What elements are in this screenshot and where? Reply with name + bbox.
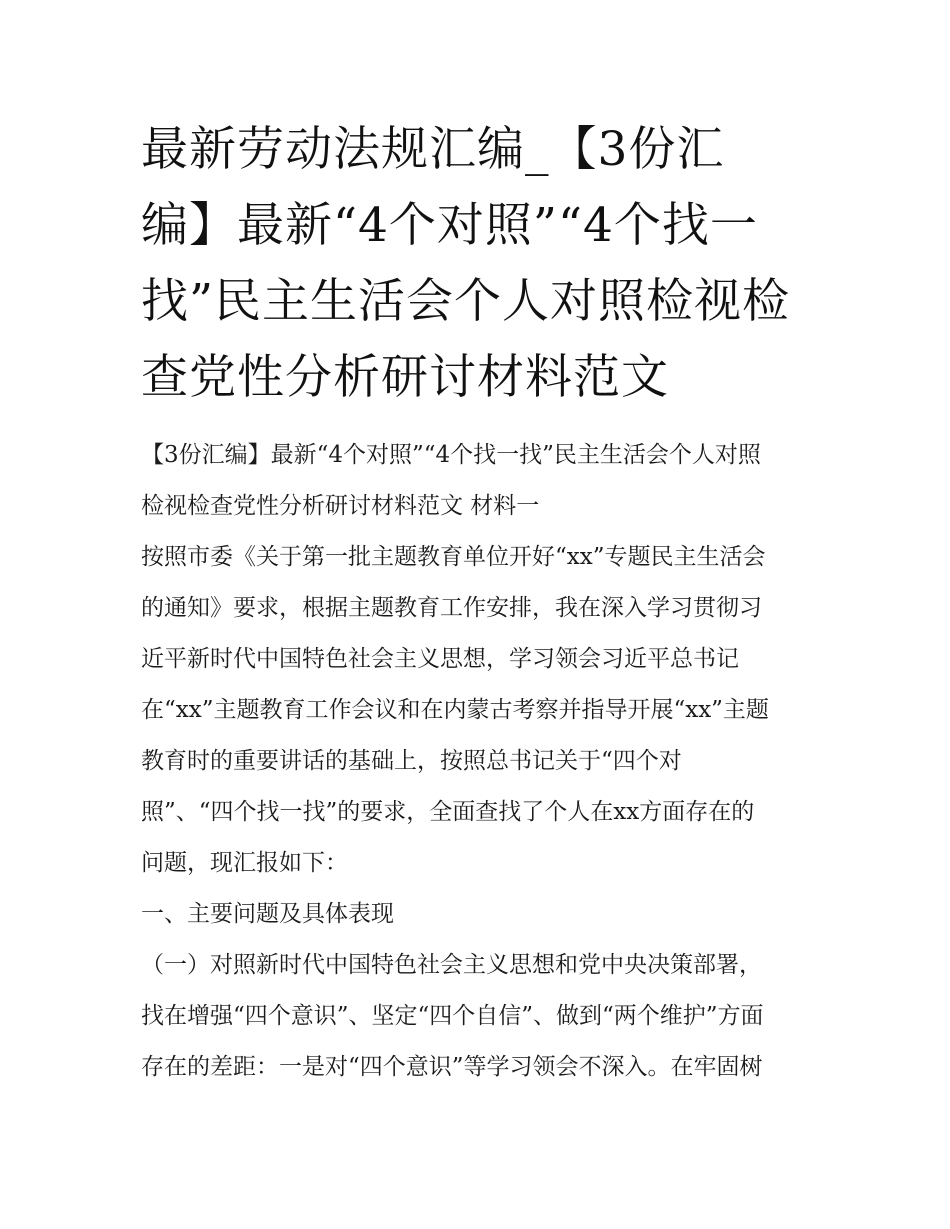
title-line: 编】最新“4个对照”“4个找一 [141, 198, 758, 253]
document-body [141, 430, 821, 1093]
body-line: 【3份汇编】最新“4个对照”“4个找一找”民主生活会个人对照 [141, 442, 761, 468]
body-line: 近平新时代中国特色社会主义思想，学习领会习近平总书记 [141, 646, 739, 672]
body-line: 教育时的重要讲话的基础上，按照总书记关于“四个对 [141, 748, 682, 774]
title-line: 找”民主生活会个人对照检视检 [141, 274, 791, 329]
body-line: 在“xx”主题教育工作会议和在内蒙古考察并指导开展“xx”主题 [141, 697, 769, 723]
body-line: 找在增强“四个意识”、坚定“四个自信”、做到“两个维护”方面 [141, 1003, 764, 1029]
body-line: 存在的差距：一是对“四个意识”等学习领会不深入。在牢固树 [141, 1054, 763, 1080]
body-line: 照”、“四个找一找”的要求，全面查找了个人在xx方面存在的 [141, 799, 755, 825]
title-line: 查党性分析研讨材料范文 [141, 350, 669, 405]
body-line: 检视检查党性分析研讨材料范文 材料一 [141, 493, 540, 519]
body-line: （一）对照新时代中国特色社会主义思想和党中央决策部署， [141, 952, 762, 978]
body-line: 的通知》要求，根据主题教育工作安排，我在深入学习贯彻习 [141, 595, 762, 621]
document-page [141, 112, 821, 1093]
body-line: 按照市委《关于第一批主题教育单位开好“xx”专题民主生活会 [141, 544, 766, 570]
section-heading: 一、主要问题及具体表现 [141, 901, 394, 927]
body-line: 问题，现汇报如下： [141, 850, 348, 876]
document-title [141, 112, 821, 416]
title-line: 最新劳动法规汇编_【3份汇 [141, 122, 725, 177]
